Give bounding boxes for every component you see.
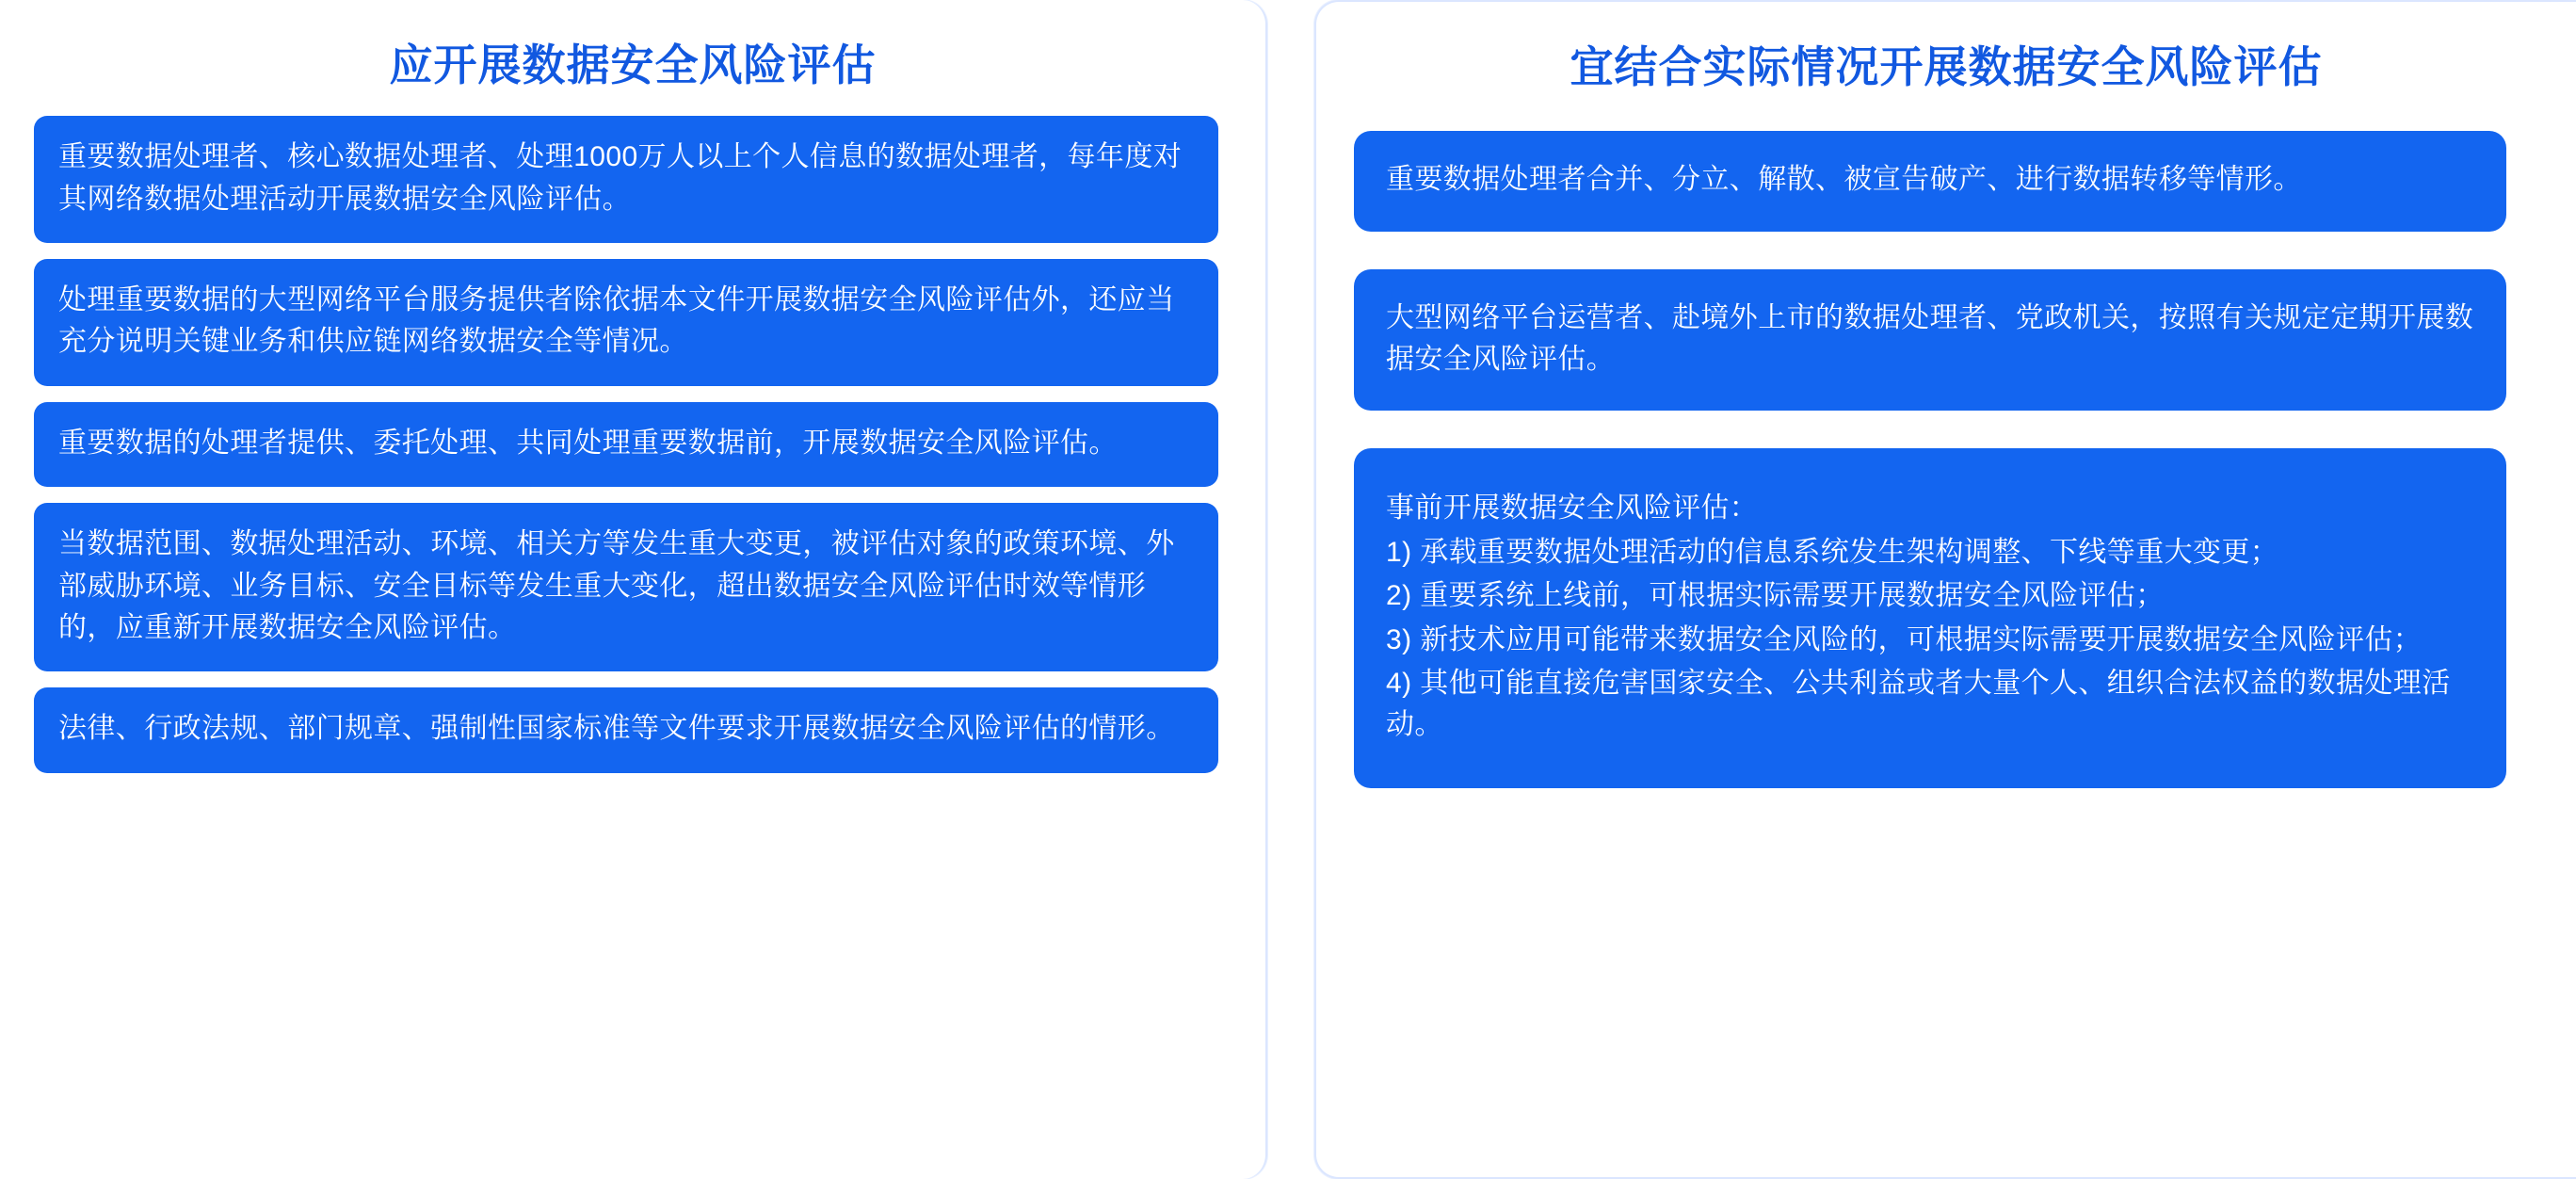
card-subitem: 1) 承载重要数据处理活动的信息系统发生架构调整、下线等重大变更； [1386, 536, 2279, 568]
list-item [34, 402, 1218, 487]
list-item [34, 503, 1218, 671]
card-text: 重要数据处理者、核心数据处理者、处理1000万人以上个人信息的数据处理者，每年度对其网络数据处理活动开展数据安全风险评估。 [58, 141, 1183, 215]
card-text: 处理重要数据的大型网络平台服务提供者除依据本文件开展数据安全风险评估外，还应当充分说明关键业务和供应链网络数据安全等情况。 [58, 283, 1175, 358]
list-item [34, 687, 1218, 772]
card-text: 法律、行政法规、部门规章、强制性国家标准等文件要求开展数据安全风险评估的情形。 [58, 713, 1175, 745]
card-text: 当数据范围、数据处理活动、环境、相关方等发生重大变更，被评估对象的政策环境、外部威胁环境、业务目标、安全目标等发生重大变化，超出数据安全风险评估时效等情形的，应重新开展数据安全风险评估。 [58, 528, 1175, 643]
right-card-list [1354, 131, 2544, 788]
list-item [1354, 131, 2506, 231]
card-text: 重要数据的处理者提供、委托处理、共同处理重要数据前，开展数据安全风险评估。 [58, 427, 1118, 459]
right-panel-title: 宜结合实际情况开展数据安全风险评估 [1570, 42, 2323, 91]
card-text: 大型网络平台运营者、赴境外上市的数据处理者、党政机关，按照有关规定定期开展数据安全风险评估。 [1386, 301, 2474, 375]
list-item [34, 116, 1218, 243]
card-subitem: 3) 新技术应用可能带来数据安全风险的，可根据实际需要开展数据安全风险评估； [1386, 623, 2423, 655]
list-item [1354, 448, 2506, 787]
card-heading: 事前开展数据安全风险评估： [1386, 493, 1759, 525]
left-panel-title: 应开展数据安全风险评估 [389, 40, 877, 89]
card-subitem: 2) 重要系统上线前，可根据实际需要开展数据安全风险评估； [1386, 580, 2165, 612]
card-text: 重要数据处理者合并、分立、解散、被宣告破产、进行数据转移等情形。 [1386, 164, 2302, 196]
list-item [34, 259, 1218, 386]
left-card-list [34, 116, 1233, 773]
list-item [1354, 269, 2506, 412]
right-panel [1314, 0, 2576, 1179]
left-panel [0, 0, 1267, 1179]
card-subitem: 4) 其他可能直接危害国家安全、公共利益或者大量个人、组织合法权益的数据处理活动。 [1386, 667, 2451, 741]
